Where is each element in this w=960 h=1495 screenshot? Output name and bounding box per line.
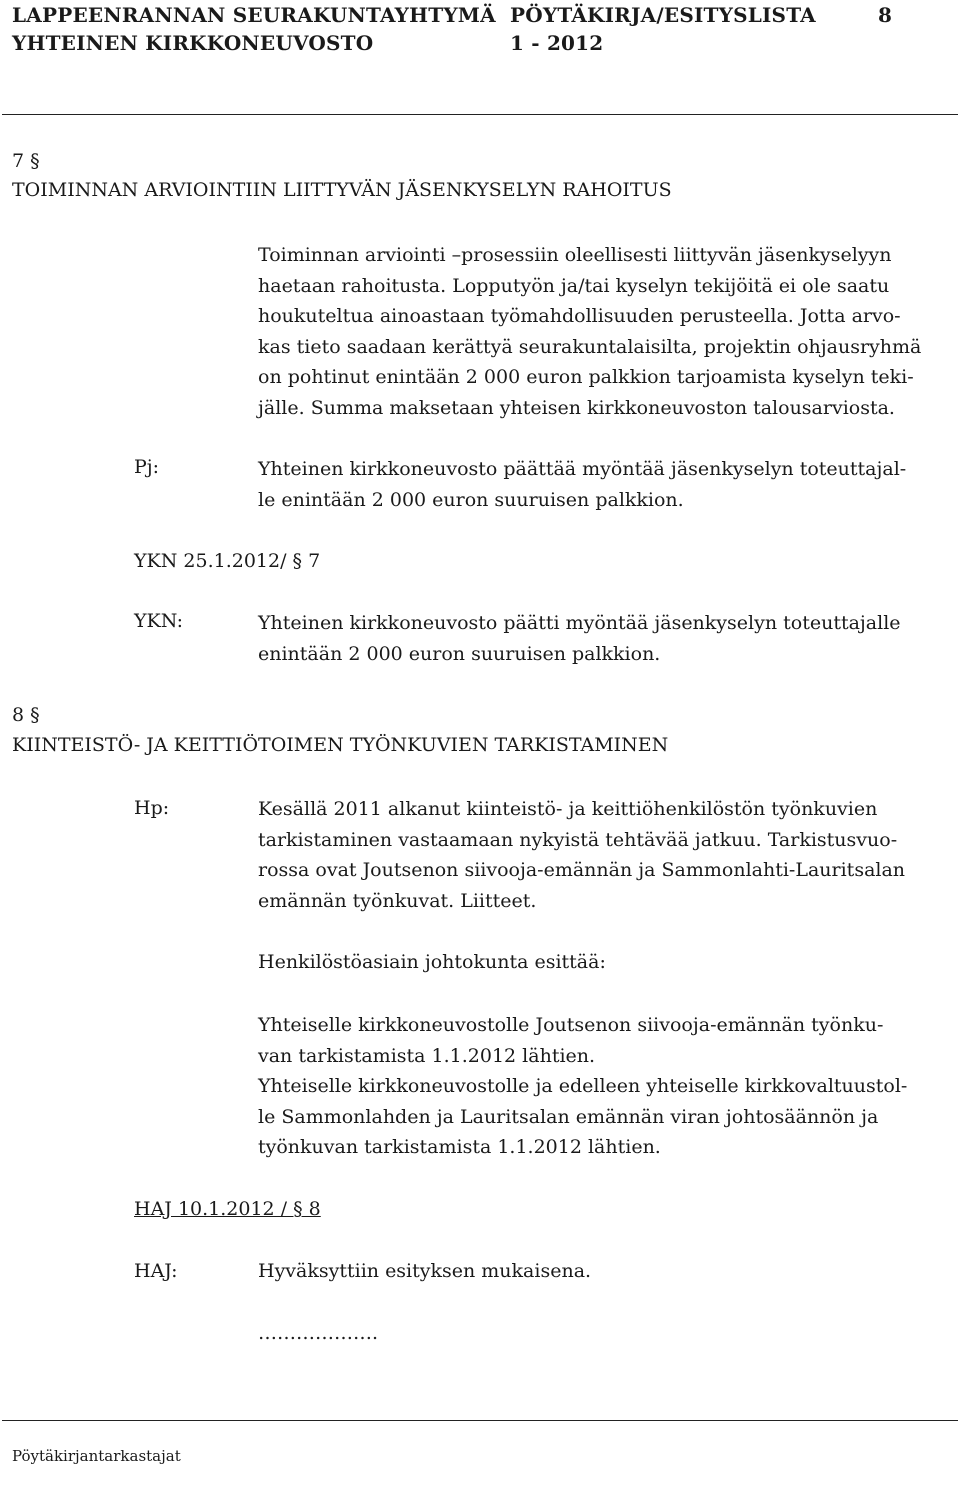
ykn-label: YKN: — [134, 610, 184, 632]
text-line: enintään 2 000 euron suuruisen palkkion. — [258, 642, 661, 665]
hp-label: Hp: — [134, 797, 170, 819]
text-line: on pohtinut enintään 2 000 euron palkkion tarjoamista kyselyn teki- — [258, 366, 914, 389]
section-8-title: KIINTEISTÖ- JA KEITTIÖTOIMEN TYÖNKUVIEN TARKISTAMINEN — [12, 734, 669, 756]
ykn-reference: YKN 25.1.2012/ § 7 — [134, 550, 321, 572]
text-line: le Sammonlahden ja Lauritsalan emännän viran johtosäännön ja — [258, 1105, 879, 1128]
header-org: LAPPEENRANNAN SEURAKUNTAYHTYMÄ — [12, 3, 496, 27]
text-line: kas tieto saadaan kerättyä seurakuntalaisilta, projektin ohjausryhmä — [258, 335, 922, 358]
text-line: emännän työnkuvat. Liitteet. — [258, 889, 537, 912]
section-7-body — [258, 240, 921, 424]
dots-separator: ………………. — [258, 1322, 379, 1344]
hp-text — [258, 794, 905, 916]
header-page-number: 8 — [878, 3, 893, 27]
text-line: houkuteltua ainoastaan työmahdollisuuden perusteella. Jotta arvo- — [258, 305, 901, 328]
pj-label: Pj: — [134, 456, 160, 478]
haj-decision: Hyväksyttiin esityksen mukaisena. — [258, 1260, 592, 1282]
ykn-decision — [258, 608, 901, 669]
text-line: Yhteiselle kirkkoneuvostolle Joutsenon siivooja-emännän työnku- — [258, 1014, 884, 1036]
header-rule — [2, 114, 958, 115]
text-line: Yhteiselle kirkkoneuvostolle ja edelleen yhteiselle kirkkovaltuustol- — [258, 1075, 908, 1098]
text-line: rossa ovat Joutsenon siivooja-emännän ja Sammonlahti-Lauritsalan — [258, 859, 906, 882]
haj-reference: HAJ 10.1.2012 / § 8 — [134, 1198, 321, 1220]
section-8-number: 8 § — [12, 704, 40, 726]
text-line: jälle. Summa maksetaan yhteisen kirkkoneuvoston talousarviosta. — [258, 396, 895, 419]
text-line: haetaan rahoitusta. Lopputyön ja/tai kyselyn tekijöitä ei ole saatu — [258, 274, 890, 297]
text-line: tarkistaminen vastaamaan nykyistä tehtävää jatkuu. Tarkistusvuo- — [258, 828, 898, 851]
text-line: työnkuvan tarkistamista 1.1.2012 lähtien. — [258, 1136, 661, 1159]
header-doc-type: PÖYTÄKIRJA/ESITYSLISTA — [510, 3, 816, 27]
pj-proposal — [258, 454, 906, 515]
header-meeting-number: 1 - 2012 — [510, 31, 604, 55]
haj-label: HAJ: — [134, 1260, 178, 1282]
text-line: Yhteinen kirkkoneuvosto päättää myöntää jäsenkyselyn toteuttajal- — [258, 458, 907, 480]
text-line: Kesällä 2011 alkanut kiinteistö- ja keittiöhenkilöstön työnkuvien — [258, 798, 878, 820]
text-line: van tarkistamista 1.1.2012 lähtien. — [258, 1044, 596, 1067]
footer-rule — [2, 1420, 958, 1421]
header-body-name: YHTEINEN KIRKKONEUVOSTO — [12, 31, 374, 55]
text-line: Toiminnan arviointi –prosessiin oleellisesti liittyvän jäsenkyselyyn — [258, 244, 892, 266]
text-line: le enintään 2 000 euron suuruisen palkkion. — [258, 488, 684, 511]
section-7-number: 7 § — [12, 150, 40, 172]
proposal-text — [258, 1010, 907, 1163]
footer-label: Pöytäkirjantarkastajat — [12, 1447, 181, 1465]
section-7-title: TOIMINNAN ARVIOINTIIN LIITTYVÄN JÄSENKYSELYN RAHOITUS — [12, 179, 672, 201]
proposal-heading: Henkilöstöasiain johtokunta esittää: — [258, 951, 606, 973]
text-line: Yhteinen kirkkoneuvosto päätti myöntää jäsenkyselyn toteuttajalle — [258, 612, 901, 634]
